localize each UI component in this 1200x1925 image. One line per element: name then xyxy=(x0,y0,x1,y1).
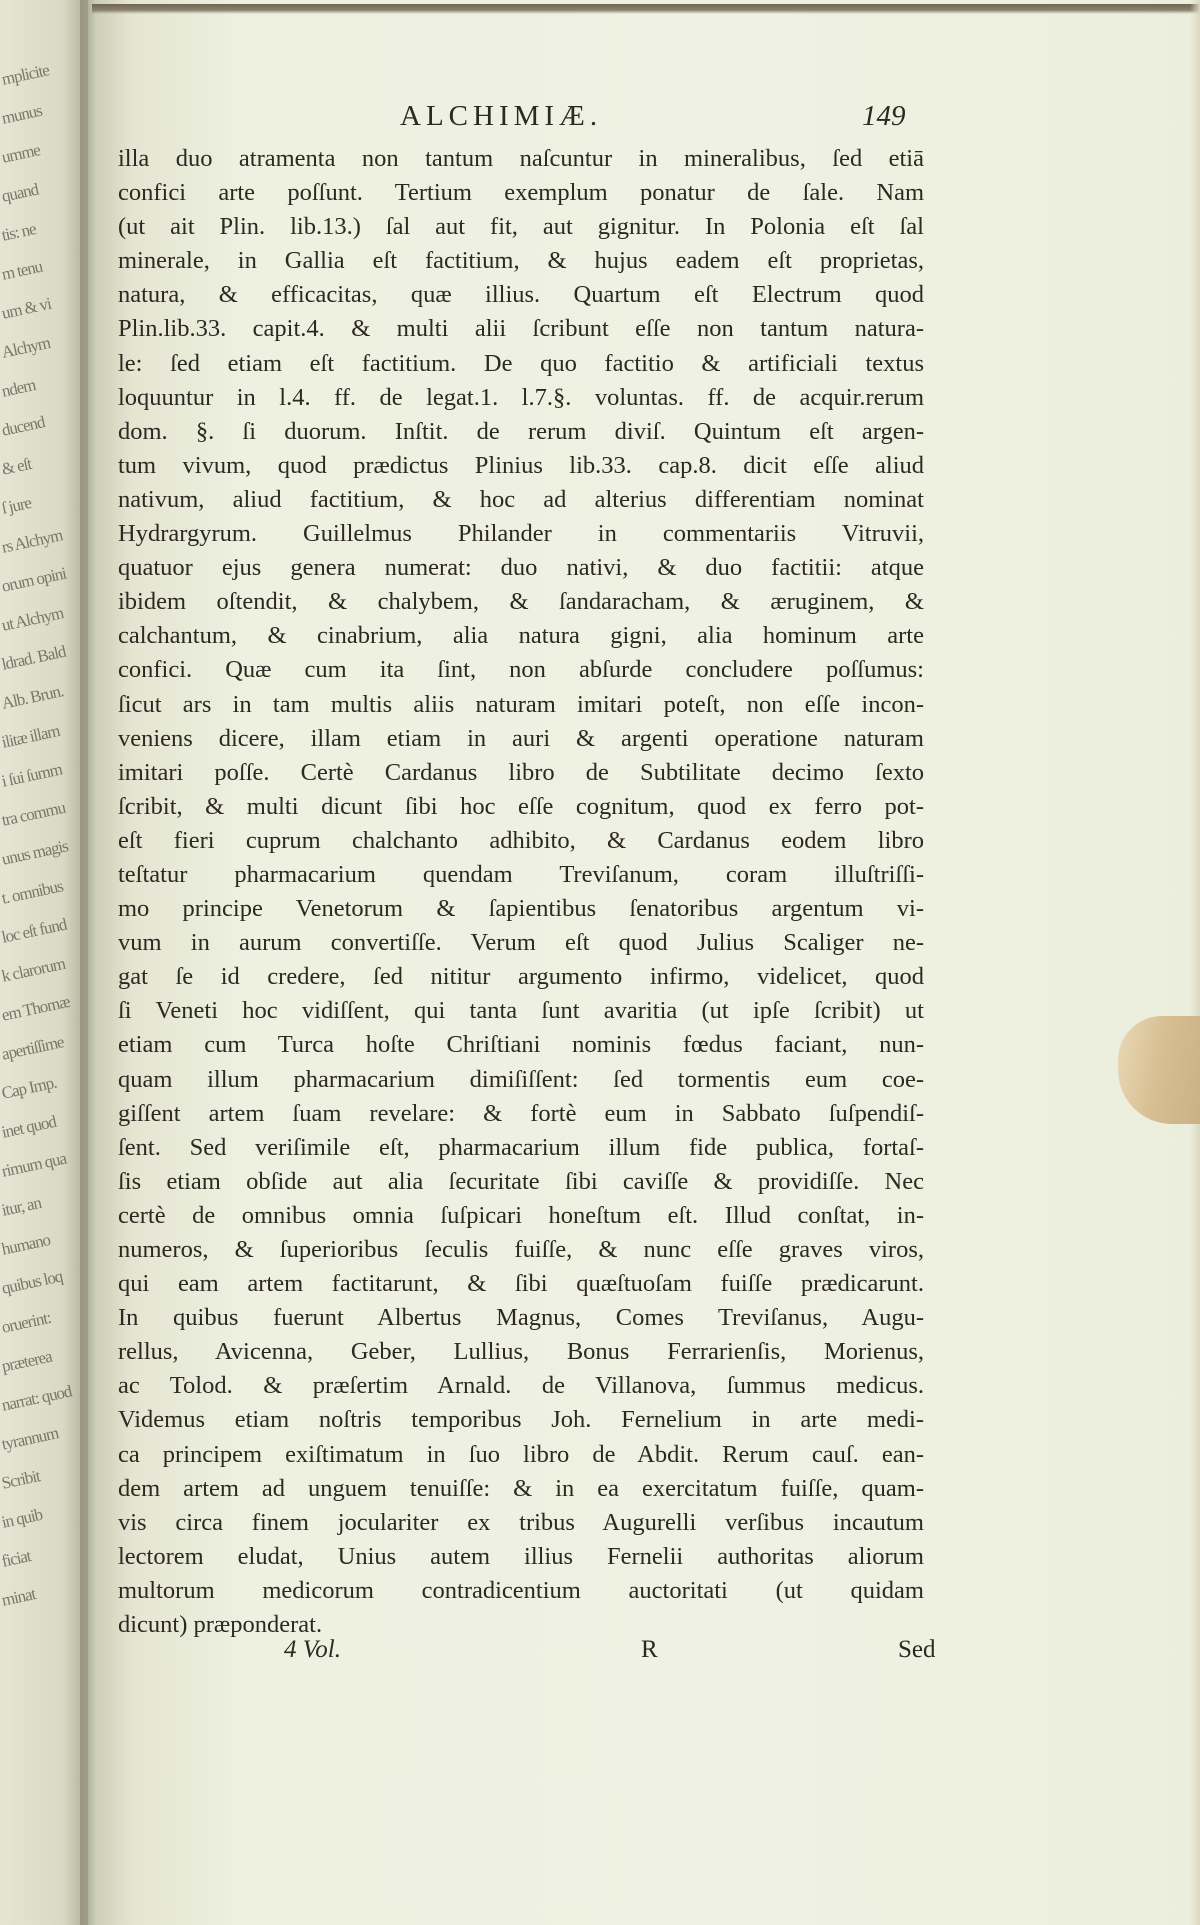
text-line: eſt fieri cuprum chalchanto adhibito, & Cardanus eodem libro xyxy=(118,826,924,854)
text-line: Hydrargyrum. Guillelmus Philander in commentariis Vitruvii, xyxy=(118,520,924,548)
text-line: numeros, & ſuperioribus ſeculis fuiſſe, & nunc eſſe graves viros, xyxy=(118,1236,924,1263)
text-line: lectorem eludat, Unius autem illius Fernelii authoritas aliorum xyxy=(118,1542,924,1570)
text-line: ac Tolod. & præſertim Arnald. de Villanova, ſummus medicus. xyxy=(118,1372,924,1400)
page-footer xyxy=(120,1636,960,1672)
text-line: confici arte poſſunt. Tertium exemplum ponatur de ſale. Nam xyxy=(118,179,924,207)
margin-fragment: apertiſſime xyxy=(0,1032,66,1064)
text-line: le: ſed etiam eſt factitium. De quo factitio & artificiali textus xyxy=(118,349,924,377)
text-line: dom. §. ſi duorum. Inſtit. de rerum diviſ. Quintum eſt argen- xyxy=(118,417,924,445)
top-page-edge xyxy=(92,4,1200,14)
margin-fragment: rs Alchym xyxy=(0,525,64,557)
margin-fragment: humano xyxy=(0,1230,52,1259)
signature-letter: R xyxy=(641,1636,658,1663)
margin-fragment: Alchym xyxy=(0,333,52,362)
margin-fragment: i ſui ſumm xyxy=(0,759,64,791)
text-line: Plin.lib.33. capit.4. & multi alii ſcribunt eſſe non tantum natura- xyxy=(118,315,924,343)
margin-fragment: um & vi xyxy=(0,293,53,323)
running-head: ALCHIMIÆ. xyxy=(400,100,603,132)
margin-fragment: umme xyxy=(0,140,42,167)
margin-fragment: & eſt xyxy=(0,454,33,479)
text-line: ſcribit, & multi dicunt ſibi hoc eſſe cognitum, quod ex ferro pot- xyxy=(118,792,924,820)
margin-fragment: orum opini xyxy=(0,563,68,596)
text-line: dem artem ad unguem tenuiſſe: & in ea exercitatum fuiſſe, quam- xyxy=(118,1474,924,1502)
text-line: rellus, Avicenna, Geber, Lullius, Bonus Ferrarienſis, Morienus, xyxy=(118,1338,924,1366)
margin-fragment: Alb. Brun. xyxy=(0,681,65,713)
text-line: certè de omnibus omnia ſuſpicari honeſtum eſt. Illud conſtat, in- xyxy=(118,1201,924,1229)
page-header xyxy=(120,96,920,140)
signature-mark: 4 Vol. xyxy=(284,1636,341,1663)
text-line: ſis etiam obſide aut alia ſecuritate ſibi caviſſe & providiſſe. Nec xyxy=(118,1167,924,1195)
text-line: etiam cum Turca hoſte Chriſtiani nominis fœdus faciant, nun- xyxy=(118,1031,924,1059)
text-line: mo principe Venetorum & ſapientibus ſenatoribus argentum vi- xyxy=(118,895,924,923)
text-line: dicunt) præponderat. xyxy=(118,1611,323,1639)
margin-fragment: tyrannum xyxy=(0,1423,60,1454)
text-line: imitari poſſe. Certè Cardanus libro de Subtilitate decimo ſexto xyxy=(118,758,924,786)
text-line: gat ſe id credere, ſed nititur argumento infirmo, videlicet, quod xyxy=(118,963,924,991)
text-line: teſtatur pharmacarium quendam Treviſanum, coram illuſtriſſi- xyxy=(118,860,924,888)
margin-fragment: tra commu xyxy=(0,797,67,830)
margin-fragment: ndem xyxy=(0,375,37,401)
text-line: ſicut ars in tam multis aliis naturam imitari poteſt, non eſſe incon- xyxy=(118,690,924,718)
margin-fragment: k clarorum xyxy=(0,953,67,986)
previous-page-gutter xyxy=(0,0,90,1925)
margin-fragment: mplicite xyxy=(0,60,51,89)
body-text xyxy=(118,142,924,1642)
text-line: tum vivum, quod prædictus Plinius lib.33. cap.8. dicit eſſe aliud xyxy=(118,451,924,479)
margin-fragment: unus magis xyxy=(0,836,70,869)
catchword: Sed xyxy=(898,1636,936,1663)
margin-fragment: ldrad. Bald xyxy=(0,641,68,674)
text-line: minerale, in Gallia eſt factitium, & hujus eadem eſt proprietas, xyxy=(118,247,924,275)
page-fore-edge xyxy=(1190,0,1200,1925)
text-line: ſi Veneti hoc vidiſſent, qui tanta ſunt avaritia (ut ipſe ſcribit) ut xyxy=(118,997,924,1025)
margin-fragment: ſ jure xyxy=(0,493,33,518)
text-line: quam illum pharmacarium dimiſiſſent: ſed tormentis eum coe- xyxy=(118,1065,924,1093)
text-line: illa duo atramenta non tantum naſcuntur in mineralibus, ſed etiā xyxy=(118,145,924,172)
binding-shadow xyxy=(80,0,96,1925)
margin-fragment: in quib xyxy=(0,1504,44,1532)
text-line: (ut ait Plin. lib.13.) ſal aut fit, aut gignitur. In Polonia eſt ſal xyxy=(118,213,924,241)
text-line: quatuor ejus genera numerat: duo nativi, & duo factitii: atque xyxy=(118,554,924,582)
margin-fragment: m tenu xyxy=(0,256,44,284)
margin-fragment: narrat: quod xyxy=(0,1381,73,1415)
text-line: In quibus fuerunt Albertus Magnus, Comes Treviſanus, Augu- xyxy=(118,1304,924,1332)
text-line: nativum, aliud factitium, & hoc ad alterius differentiam nominat xyxy=(118,485,924,513)
margin-fragment: itur, an xyxy=(0,1193,43,1220)
text-line: giſſent artem ſuam revelare: & fortè eum in Sabbato ſuſpendiſ- xyxy=(118,1099,924,1127)
margin-fragment: ficiat xyxy=(0,1546,33,1571)
text-line: veniens dicere, illam etiam in auri & argenti operatione naturam xyxy=(118,724,924,752)
margin-fragment: munus xyxy=(0,100,44,128)
text-line: Videmus etiam noſtris temporibus Joh. Fernelium in arte medi- xyxy=(118,1406,924,1434)
margin-fragment: tis: ne xyxy=(0,219,38,245)
margin-fragment: Cap Imp. xyxy=(0,1072,58,1103)
margin-fragment: minat xyxy=(0,1584,37,1610)
text-line: vum in aurum convertiſſe. Verum eſt quod Julius Scaliger ne- xyxy=(118,929,924,957)
text-line: calchantum, & cinabrium, alia natura gigni, alia hominum arte xyxy=(118,622,924,650)
text-line: ibidem oſtendit, & chalybem, & ſandaracham, & æruginem, & xyxy=(118,588,924,616)
margin-fragment: quibus loq xyxy=(0,1266,64,1298)
text-line: ſent. Sed veriſimile eſt, pharmacarium illum fide publica, fortaſ- xyxy=(118,1133,924,1161)
margin-fragment: rimum qua xyxy=(0,1148,68,1181)
text-line: ca principem exiſtimatum in ſuo libro de Abdit. Rerum cauſ. ean- xyxy=(118,1440,924,1468)
text-line: multorum medicorum contradicentium auctoritati (ut quidam xyxy=(118,1576,924,1604)
margin-fragment: oruerint: xyxy=(0,1307,53,1337)
text-line: qui eam artem factitarunt, & ſibi quæſtuoſam fuiſſe prædicarunt. xyxy=(118,1270,924,1298)
text-line: natura, & efficacitas, quæ illius. Quartum eſt Electrum quod xyxy=(118,281,924,309)
margin-fragment: ilitæ illam xyxy=(0,721,62,752)
margin-fragment: loc eſt fund xyxy=(0,914,68,947)
margin-fragment: præterea xyxy=(0,1346,54,1376)
margin-fragment: ducend xyxy=(0,412,47,440)
text-line: vis circa finem joculariter ex tribus Augurelli verſibus incautum xyxy=(118,1508,924,1536)
page-number: 149 xyxy=(862,100,906,132)
margin-fragment: inet quod xyxy=(0,1111,58,1142)
margin-fragment: quand xyxy=(0,179,40,206)
text-line: confici. Quæ cum ita ſint, non abſurde concludere poſſumus: xyxy=(118,656,924,684)
margin-fragment: Scribit xyxy=(0,1466,42,1493)
margin-fragment: t. omnibus xyxy=(0,876,65,908)
margin-fragment: ut Alchym xyxy=(0,603,65,635)
margin-fragment: em Thomæ xyxy=(0,991,72,1025)
text-line: loquuntur in l.4. ff. de legat.1. l.7.§. voluntas. ff. de acquir.rerum xyxy=(118,383,924,411)
